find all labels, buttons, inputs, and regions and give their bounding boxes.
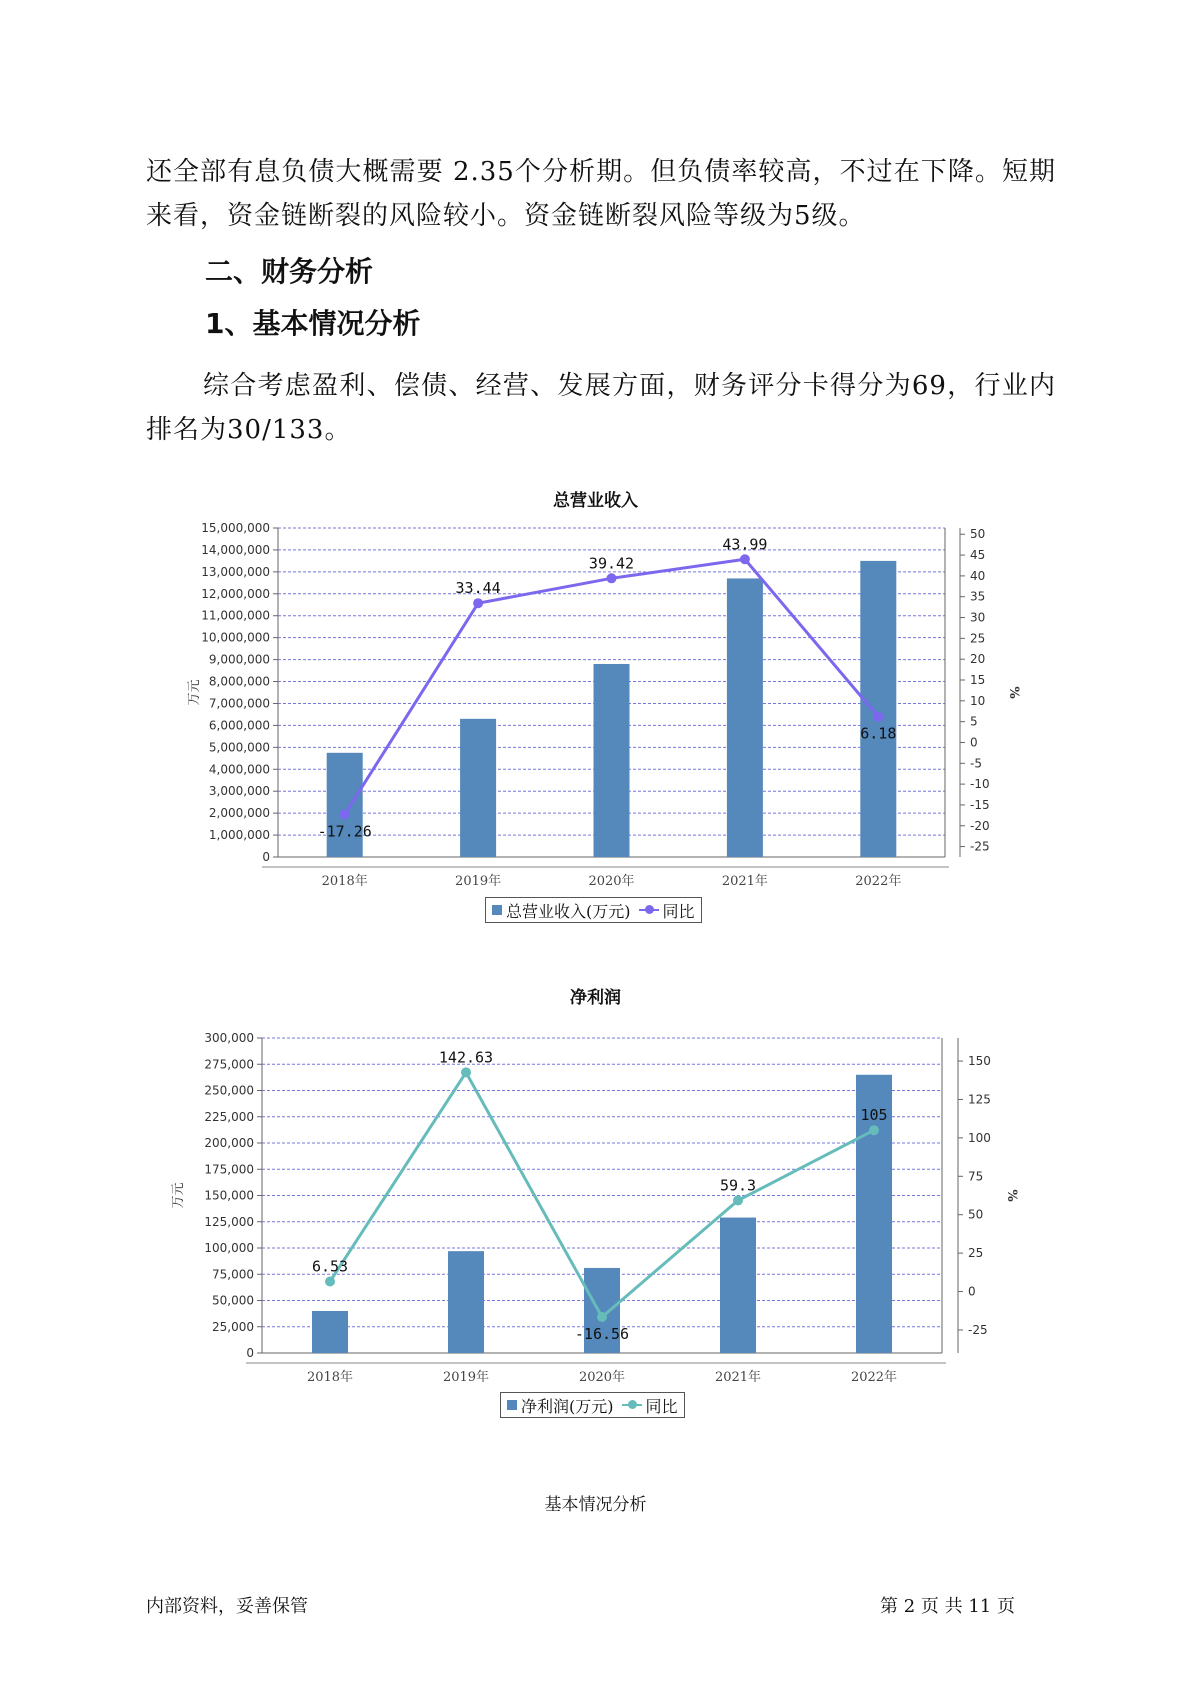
- bar: [720, 1218, 756, 1353]
- x-tick-label: 2019年: [455, 874, 502, 889]
- legend-bar-swatch: [507, 1400, 517, 1410]
- y-right-tick-label: -25: [970, 839, 990, 854]
- y-left-tick-label: 0: [246, 1346, 254, 1360]
- y-left-axis-title: 万元: [187, 679, 202, 706]
- y-right-tick-label: 30: [970, 610, 986, 625]
- y-left-tick-label: 8,000,000: [208, 674, 270, 689]
- y-right-tick-label: 25: [968, 1246, 984, 1261]
- y-right-tick-label: 100: [968, 1130, 991, 1145]
- y-right-axis-title: %: [1006, 686, 1021, 699]
- legend-bar-label: 净利润(万元): [521, 1396, 614, 1416]
- x-tick-label: 2021年: [721, 874, 768, 889]
- y-right-tick-label: 5: [970, 714, 978, 729]
- footer-page-number: 第 2 页 共 11 页: [880, 1596, 1015, 1617]
- y-left-tick-label: 13,000,000: [201, 564, 270, 579]
- chart1-title: 总营业收入: [553, 491, 638, 511]
- figure-caption: 基本情况分析: [544, 1495, 647, 1515]
- chart1-legend: [485, 897, 702, 923]
- y-right-tick-label: 40: [970, 568, 986, 583]
- chart2-title: 净利润: [570, 988, 621, 1008]
- y-right-tick-label: 20: [970, 652, 986, 667]
- bar: [860, 561, 896, 857]
- x-tick-label: 2019年: [442, 1370, 490, 1385]
- data-label: 39.42: [588, 554, 635, 573]
- y-left-tick-label: 50,000: [212, 1293, 254, 1308]
- bar: [448, 1251, 484, 1353]
- y-right-tick-label: 45: [970, 548, 986, 563]
- data-label: -16.56: [574, 1324, 630, 1343]
- y-left-tick-label: 75,000: [212, 1267, 254, 1282]
- bar: [594, 664, 630, 857]
- bar: [727, 578, 763, 857]
- y-left-tick-label: 14,000,000: [201, 542, 270, 557]
- yoy-point: [461, 1067, 471, 1077]
- y-right-tick-label: 35: [970, 589, 986, 604]
- y-left-tick-label: 225,000: [204, 1109, 254, 1124]
- yoy-point: [733, 1195, 743, 1205]
- y-left-tick-label: 7,000,000: [208, 696, 270, 711]
- yoy-point: [607, 573, 617, 583]
- y-left-tick-label: 175,000: [204, 1162, 254, 1177]
- yoy-point: [597, 1312, 607, 1322]
- y-left-tick-label: 1,000,000: [208, 828, 270, 843]
- x-tick-label: 2021年: [714, 1370, 762, 1385]
- yoy-point: [340, 809, 350, 819]
- y-left-tick-label: 5,000,000: [208, 740, 270, 755]
- section-heading: 二、财务分析: [205, 255, 374, 288]
- y-left-tick-label: 150,000: [204, 1188, 254, 1203]
- y-left-tick-label: 2,000,000: [208, 806, 270, 821]
- x-tick-label: 2020年: [588, 874, 635, 889]
- data-label: 6.53: [311, 1257, 349, 1276]
- revenue-chart: [0, 500, 1191, 950]
- y-left-tick-label: 4,000,000: [208, 762, 270, 777]
- y-left-tick-label: 300,000: [204, 1031, 254, 1045]
- chart2-legend: [500, 1392, 685, 1418]
- x-tick-label: 2018年: [321, 874, 368, 889]
- legend-line-label: 同比: [645, 1396, 678, 1416]
- data-label: 6.18: [860, 724, 897, 743]
- y-right-tick-label: -15: [970, 797, 990, 812]
- yoy-point: [740, 554, 750, 564]
- y-left-tick-label: 0: [262, 850, 270, 864]
- y-left-tick-label: 6,000,000: [208, 718, 270, 733]
- net-profit-chart: [0, 1010, 1191, 1410]
- data-label: 142.63: [438, 1048, 494, 1067]
- y-right-tick-label: 50: [968, 1207, 984, 1222]
- y-left-tick-label: 12,000,000: [201, 586, 270, 601]
- y-right-tick-label: -5: [970, 756, 982, 771]
- y-right-tick-label: 50: [970, 527, 986, 542]
- y-right-tick-label: 0: [968, 1284, 976, 1299]
- data-label: 33.44: [455, 579, 501, 598]
- y-right-tick-label: -20: [970, 818, 990, 833]
- legend-bar-label: 总营业收入(万元): [506, 901, 631, 921]
- legend-line-swatch: [622, 1404, 642, 1406]
- y-right-tick-label: 15: [970, 673, 986, 688]
- y-left-tick-label: 200,000: [204, 1136, 254, 1150]
- data-label: -17.26: [317, 822, 372, 841]
- y-right-tick-label: 10: [970, 693, 986, 708]
- x-tick-label: 2022年: [855, 874, 902, 889]
- x-tick-label: 2018年: [306, 1370, 354, 1385]
- y-left-tick-label: 25,000: [212, 1319, 254, 1334]
- y-left-tick-label: 10,000,000: [201, 630, 270, 645]
- y-right-tick-label: -10: [970, 777, 990, 792]
- y-left-tick-label: 15,000,000: [201, 521, 270, 535]
- bar: [327, 753, 363, 857]
- y-right-tick-label: 125: [968, 1092, 991, 1107]
- y-left-tick-label: 9,000,000: [208, 652, 270, 667]
- y-right-tick-label: 0: [970, 735, 978, 750]
- y-right-tick-label: 75: [968, 1169, 984, 1184]
- y-left-tick-label: 275,000: [204, 1057, 254, 1072]
- bar: [460, 719, 496, 857]
- yoy-point: [325, 1277, 335, 1287]
- data-label: 59.3: [719, 1176, 757, 1195]
- y-left-tick-label: 125,000: [204, 1214, 254, 1229]
- y-right-tick-label: 150: [968, 1054, 991, 1069]
- yoy-point: [869, 1125, 879, 1135]
- y-left-tick-label: 250,000: [204, 1083, 254, 1098]
- yoy-point: [473, 598, 483, 608]
- y-right-tick-label: -25: [968, 1322, 988, 1337]
- subsection-heading: 1、基本情况分析: [205, 307, 421, 340]
- x-tick-label: 2022年: [850, 1370, 898, 1385]
- paragraph-risk: 还全部有息负债大概需要 2.35个分析期。但负债率较高，不过在下降。短期来看，资金链断裂的风险较小。资金链断裂风险等级为5级。: [146, 157, 1056, 231]
- data-label: 105: [860, 1106, 888, 1125]
- data-label: 43.99: [722, 535, 768, 554]
- bar: [312, 1311, 348, 1353]
- y-left-axis-title: 万元: [171, 1182, 186, 1209]
- y-right-axis-title: %: [1004, 1189, 1019, 1202]
- x-tick-label: 2020年: [578, 1370, 626, 1385]
- legend-line-swatch: [639, 909, 659, 911]
- legend-bar-swatch: [492, 905, 502, 915]
- y-right-tick-label: 25: [970, 631, 986, 646]
- y-left-tick-label: 3,000,000: [208, 784, 270, 799]
- y-left-tick-label: 11,000,000: [201, 608, 270, 623]
- footer-left: 内部资料，妥善保管: [146, 1596, 308, 1617]
- y-left-tick-label: 100,000: [204, 1241, 254, 1255]
- yoy-point: [873, 712, 883, 722]
- paragraph-score: 综合考虑盈利、偿债、经营、发展方面，财务评分卡得分为69，行业内排名为30/133。: [146, 371, 1056, 445]
- legend-line-label: 同比: [662, 901, 695, 921]
